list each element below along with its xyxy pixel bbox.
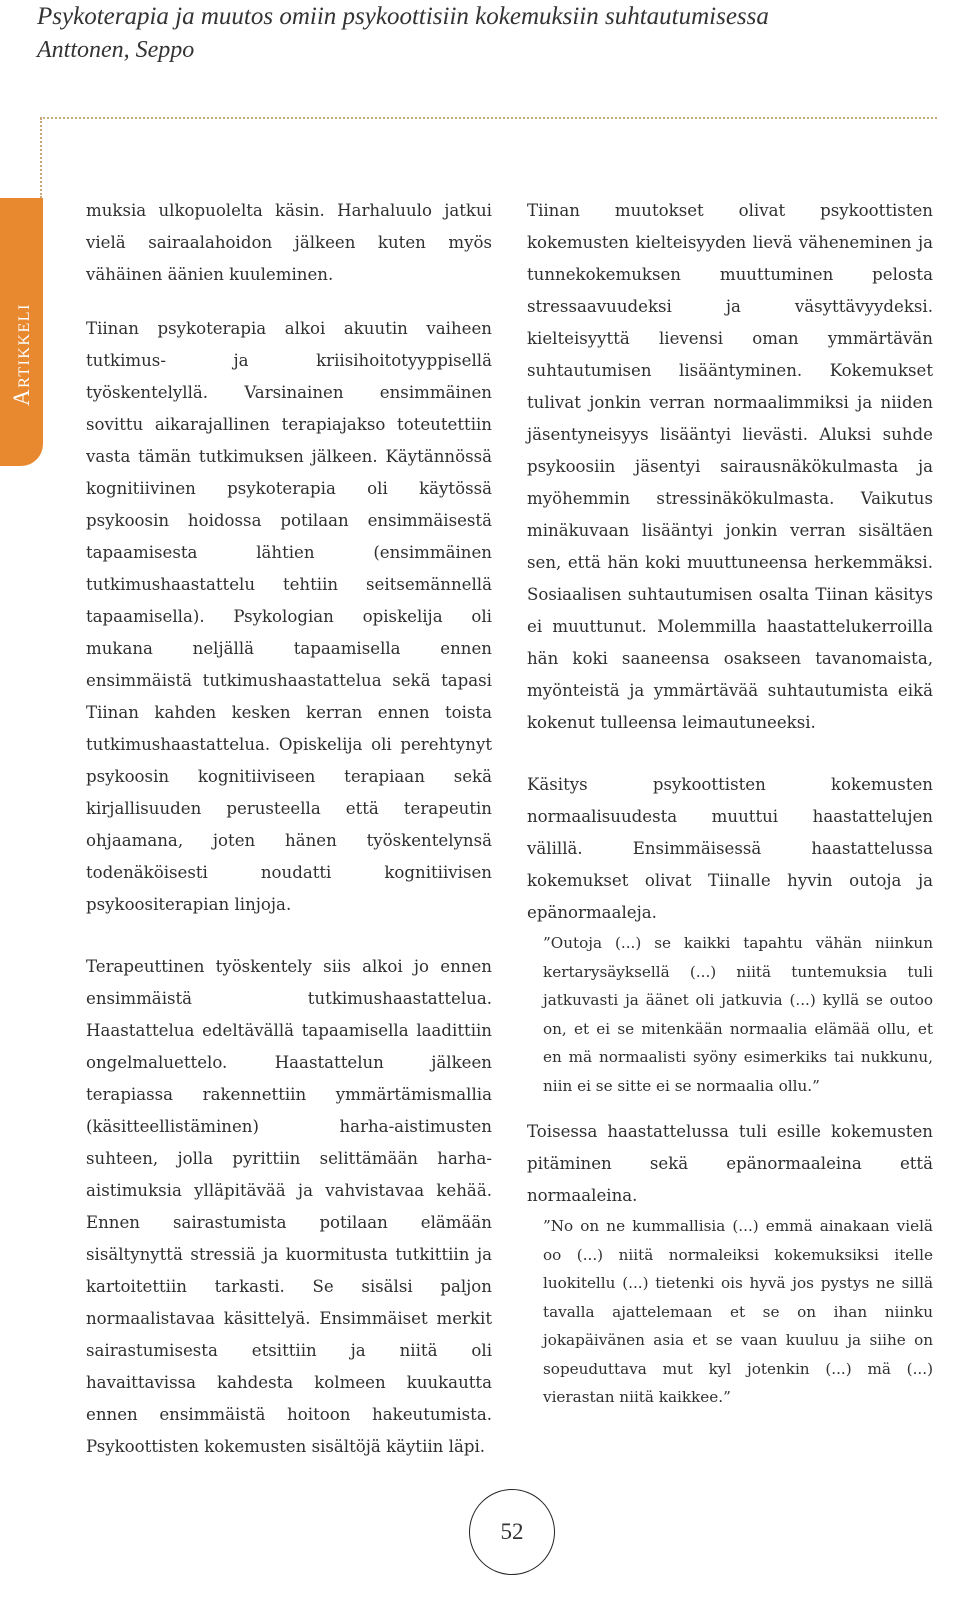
interview-quote: ”No on ne kummallisia (...) emmä ainakaan vielä oo (...) niitä normaleiksi kokemuksiksi itelle luokitellu (...) tietenki ois hyvä jos pystys ne sillä tavalla ajattelemaan et se on ihan niinku jokapäivänen asia et se vaan kuuluu ja siihe on sopeuduttava mut kyl jotenkin (...) mä (...) vierastan niitä kaikkee.” — [543, 1217, 933, 1406]
section-tab-label: Artikkeli — [9, 303, 34, 406]
running-header — [37, 0, 937, 65]
interview-quote: ”Outoja (...) se kaikki tapahtu vähän niinkun kertarysäyksellä (...) niitä tuntemuksia tuli jatkuvasti ja äänet oli jatkuvia (...) kyllä se outoo on, et ei se mitenkään normaalia elämää ollu, et en mä normaalisti syöny esimerkiks tai nukkunu, niin ei se sitte ei se normaalia ollu.” — [543, 934, 933, 1095]
section-tab — [0, 198, 43, 466]
paragraph: Tiinan psykoterapia alkoi akuutin vaiheen tutkimus- ja kriisihoitotyyppisellä työskentelyllä. Varsinainen ensimmäinen sovittu aikarajallinen terapiajakso toteutettiin vasta tämän tutkimuksen jälkeen. Käytännössä kognitiivinen psykoterapia oli käytössä psykoosin hoidossa potilaan ensimmäisestä tapaamisesta lähtien (ensimmäinen tutkimushaastattelu tehtiin seitsemännellä tapaamisella). Psykologian opiskelija oli mukana neljällä tapaamisella ennen ensimmäistä tutkimushaastattelua sekä tapasi Tiinan kahden kesken kerran ennen toista tutkimushaastattelua. Opiskelija oli perehtynyt psykoosin kognitiiviseen terapiaan sekä kirjallisuuden perusteella että terapeutin ohjaamana, joten hänen työskentelynsä todenäköisesti noudatti kognitiivisen psykoositerapian linjoja. — [86, 319, 492, 914]
paragraph: Tiinan muutokset olivat psykoottisten kokemusten kielteisyyden lievä väheneminen ja tunnekokemuksen muuttuminen pelosta stressaavuudeksi ja väsyttävyydeksi. kielteisyyttä lievensi oman ymmärtävän suhtautumisen lisääntyminen. Kokemukset tulivat jonkin verran normaalimmiksi ja niiden jäsentyneisyys lisääntyi lievästi. Aluksi suhde psykoosiin jäsentyi sairausnäkökulmasta ja myöhemmin stressinäkökulmasta. Vaikutus minäkuvaan lisääntyi jonkin verran sisältäen sen, että hän koki muuttuneensa herkemmäksi. Sosiaalisen suhtautumisen osalta Tiinan käsitys ei muuttunut. Molemmilla haastattelukerroilla hän koki saaneensa osakseen tavanomaista, myönteistä ja ymmärtävää suhtautumista eikä kokenut tulleensa leimautuneeksi. — [527, 201, 933, 732]
right-column — [527, 195, 933, 1412]
paragraph: Terapeuttinen työskentely siis alkoi jo ennen ensimmäistä tutkimushaastattelua. Haastattelua edeltävällä tapaamisella laadittiin ongelmaluettelo. Haastattelun jälkeen terapiassa rakennettiin ymmärtämismallia (käsitteellistäminen) harha-aistimusten suhteen, jolla pyrittiin selittämään harha-aistimuksia ylläpitävää ja vahvistavaa kehää. Ennen sairastumista potilaan elämään sisältynyttä stressiä ja kuormitusta tutkittiin ja kartoitettiin tarkasti. Se sisälsi paljon normaalistavaa käsittelyä. Ensimmäiset merkit sairastumisesta etsittiin ja niitä oli havaittavissa kahdesta kolmeen kuukautta ennen ensimmäistä hoitoon hakeutumista. Psykoottisten kokemusten sisältöjä käytiin läpi. — [86, 957, 492, 1456]
paragraph: Toisessa haastattelussa tuli esille kokemusten pitäminen sekä epänormaaleina että normaaleina. — [527, 1122, 933, 1205]
page-number: 52 — [469, 1489, 555, 1575]
header-dotted-rule — [40, 117, 937, 119]
header-dotted-rule-vertical — [40, 118, 42, 198]
article-title: Psykoterapia ja muutos omiin psykoottisiin kokemuksiin suhtautumisessa — [37, 3, 769, 30]
paragraph: Käsitys psykoottisten kokemusten normaalisuudesta muuttui haastattelujen välillä. Ensimmäisessä haastattelussa kokemukset olivat Tiinalle hyvin outoja ja epänormaaleja. — [527, 775, 933, 922]
paragraph: muksia ulkopuolelta käsin. Harhaluulo jatkui vielä sairaalahoidon jälkeen kuten myös vähäinen äänien kuuleminen. — [86, 201, 492, 284]
article-author: Anttonen, Seppo — [37, 37, 195, 63]
left-column — [86, 195, 492, 1463]
